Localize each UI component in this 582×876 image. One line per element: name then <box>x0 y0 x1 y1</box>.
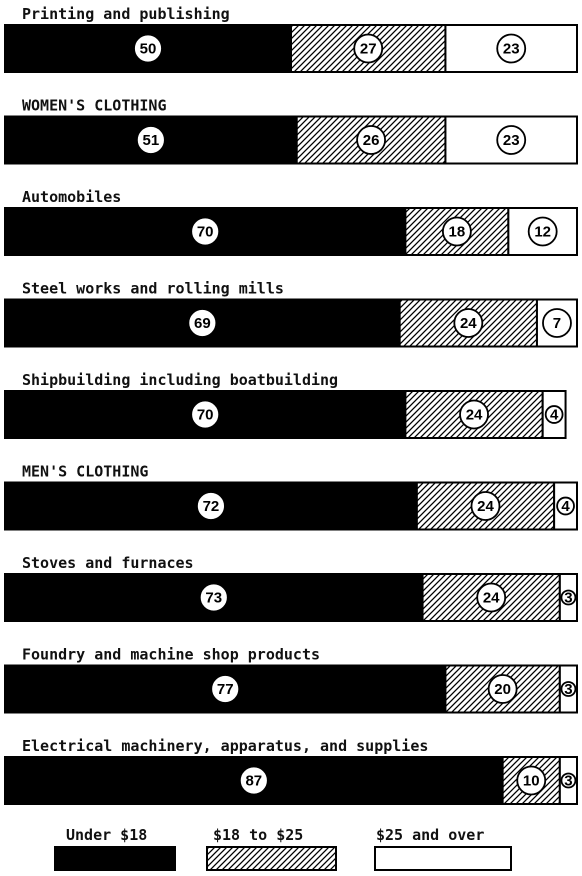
category-label-automobiles: Automobiles <box>22 188 122 206</box>
category-label-electrical-machinery-apparatus-and-supplies: Electrical machinery, apparatus, and supplies <box>22 737 429 755</box>
value-label-printing-and-publishing-series-0: 50 <box>139 40 157 58</box>
value-label-automobiles-series-1: 18 <box>448 223 466 241</box>
category-label-stoves-and-furnaces: Stoves and furnaces <box>22 554 194 572</box>
legend <box>55 826 511 870</box>
value-label-stoves-and-furnaces-series-0: 73 <box>205 589 223 607</box>
legend-label-series-1: $18 to $25 <box>213 826 304 844</box>
value-label-automobiles-series-2: 12 <box>534 223 552 241</box>
value-label-electrical-machinery-apparatus-and-supplies-series-2: 3 <box>564 772 573 790</box>
value-label-foundry-and-machine-shop-products-series-1: 20 <box>494 681 511 698</box>
value-label-automobiles-series-0: 70 <box>196 223 214 241</box>
value-label-foundry-and-machine-shop-products-series-2: 3 <box>564 681 573 698</box>
legend-swatch-series-1 <box>207 847 336 870</box>
legend-swatch-series-2 <box>375 847 511 870</box>
legend-label-series-0: Under $18 <box>66 826 148 844</box>
value-label-stoves-and-furnaces-series-2: 3 <box>564 589 573 607</box>
category-label-steel-works-and-rolling-mills: Steel works and rolling mills <box>22 279 284 298</box>
value-label-steel-works-and-rolling-mills-series-0: 69 <box>193 315 211 332</box>
value-label-electrical-machinery-apparatus-and-supplies-series-1: 10 <box>522 772 540 790</box>
category-label-men-s-clothing: MEN'S CLOTHING <box>22 462 149 481</box>
value-label-printing-and-publishing-series-2: 23 <box>502 40 520 58</box>
category-label-foundry-and-machine-shop-products: Foundry and machine shop products <box>22 645 321 664</box>
value-label-women-s-clothing-series-2: 23 <box>502 132 520 149</box>
legend-label-series-2: $25 and over <box>376 826 485 844</box>
value-label-men-s-clothing-series-2: 4 <box>561 498 570 515</box>
value-label-women-s-clothing-series-0: 51 <box>142 132 160 149</box>
value-label-shipbuilding-including-boatbuilding-series-1: 24 <box>465 406 483 424</box>
bars-layer <box>5 5 577 804</box>
value-label-steel-works-and-rolling-mills-series-2: 7 <box>552 315 562 332</box>
value-label-electrical-machinery-apparatus-and-supplies-series-0: 87 <box>245 772 263 790</box>
value-label-shipbuilding-including-boatbuilding-series-2: 4 <box>549 406 559 424</box>
value-label-men-s-clothing-series-0: 72 <box>202 498 220 515</box>
value-label-foundry-and-machine-shop-products-series-0: 77 <box>216 681 234 698</box>
value-label-women-s-clothing-series-1: 26 <box>362 132 380 149</box>
value-label-shipbuilding-including-boatbuilding-series-0: 70 <box>196 406 214 424</box>
category-label-shipbuilding-including-boatbuilding: Shipbuilding including boatbuilding <box>22 371 339 389</box>
legend-swatch-series-0 <box>55 847 175 870</box>
value-label-men-s-clothing-series-1: 24 <box>477 498 494 515</box>
category-label-printing-and-publishing: Printing and publishing <box>22 5 230 23</box>
value-label-printing-and-publishing-series-1: 27 <box>359 40 377 58</box>
value-label-stoves-and-furnaces-series-1: 24 <box>482 589 500 607</box>
category-label-women-s-clothing: WOMEN'S CLOTHING <box>22 96 167 115</box>
value-label-steel-works-and-rolling-mills-series-1: 24 <box>459 315 477 332</box>
